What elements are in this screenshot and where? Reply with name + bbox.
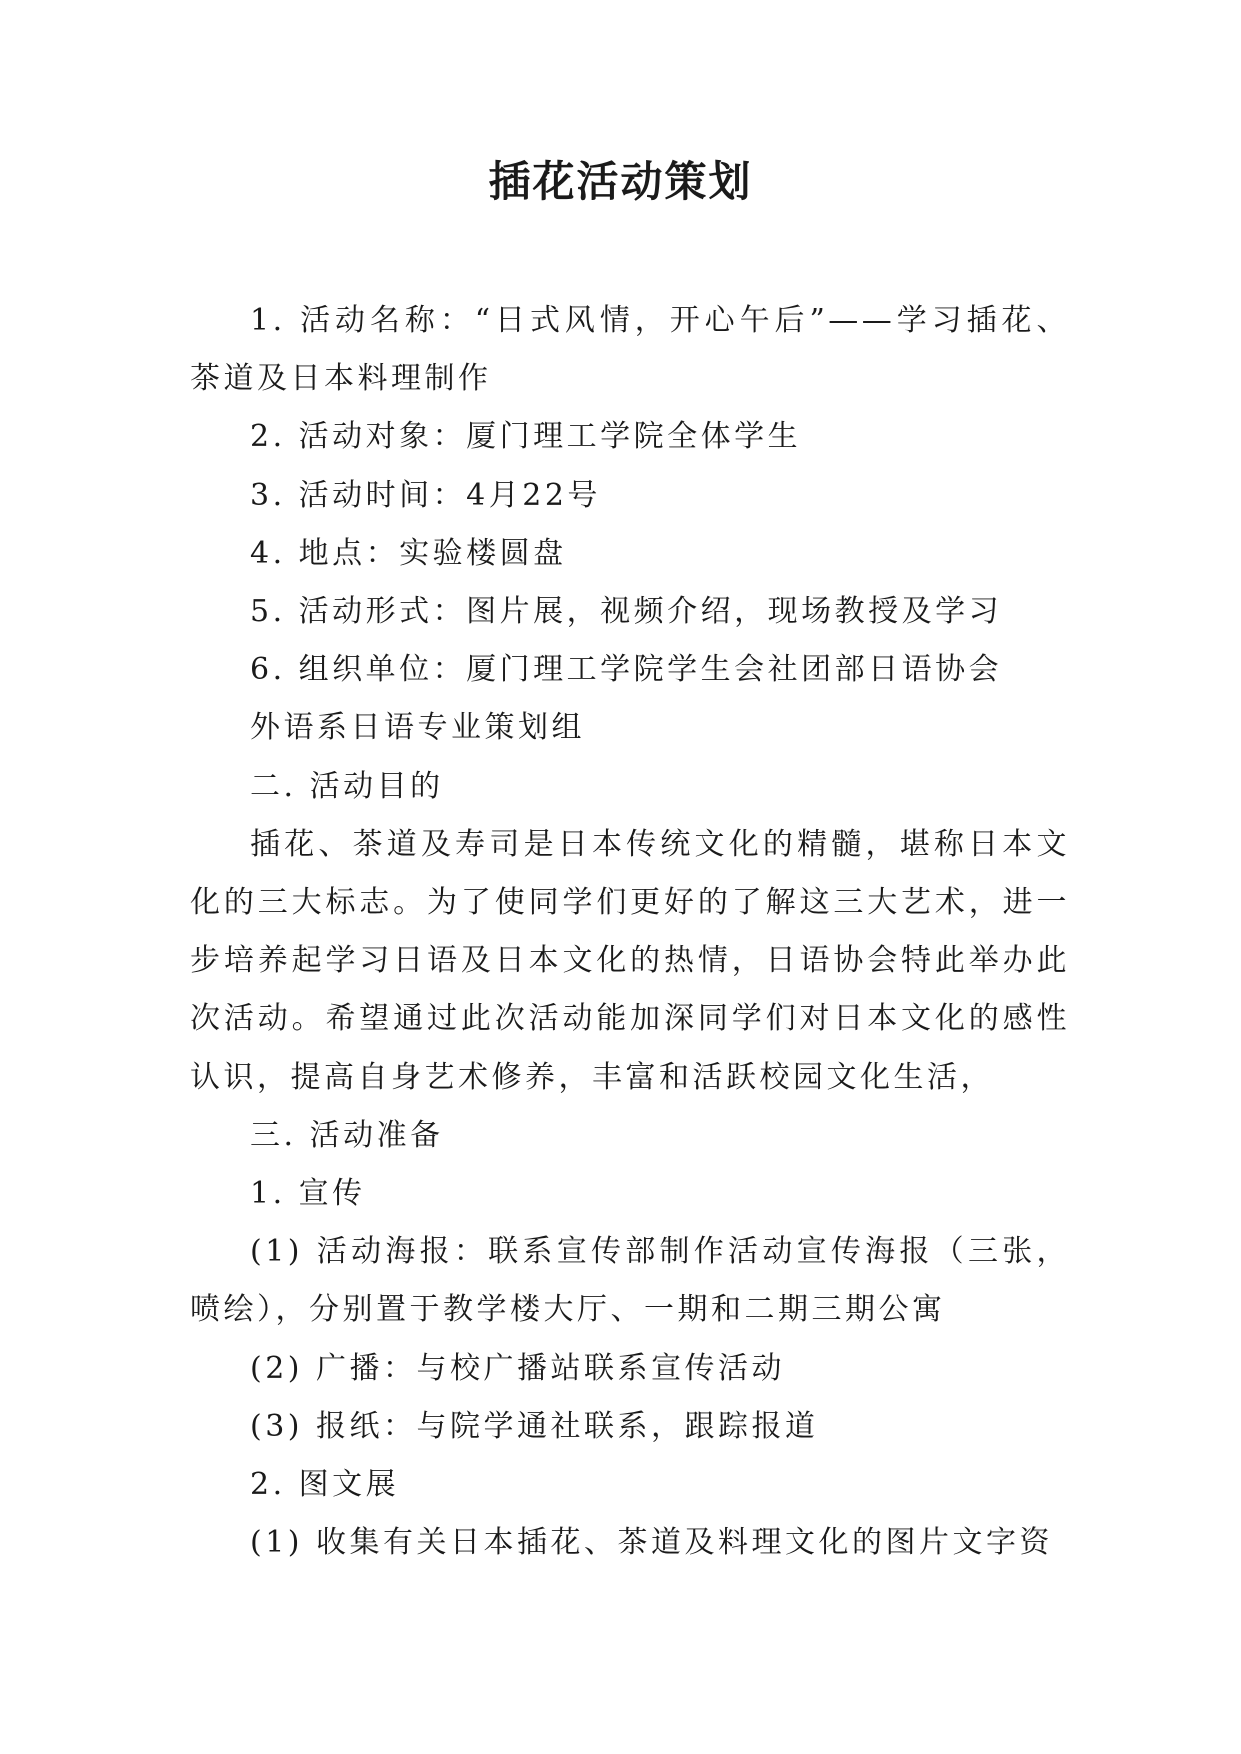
item-broadcast: (2) 广播：与校广播站联系宣传活动 <box>250 1350 786 1386</box>
heading-activity-preparation: 三. 活动准备 <box>250 1117 444 1153</box>
paragraph-activity-name: 1. 活动名称：“日式风情，开心午后”——学习插花、茶道及日本料理制作 <box>190 303 1070 397</box>
subheading-exhibition: 2. 图文展 <box>250 1467 400 1503</box>
paragraph-organizer: 6. 组织单位：厦门理工学院学生会社团部日语协会 <box>250 652 1003 688</box>
item-poster: (1) 活动海报：联系宣传部制作活动宣传海报（三张，喷绘），分别置于教学楼大厅、一期和二期三期公寓 <box>190 1234 1070 1328</box>
heading-activity-purpose: 二. 活动目的 <box>250 768 444 804</box>
document-body <box>190 292 1070 1572</box>
paragraph-organizer-cont: 外语系日语专业策划组 <box>250 710 585 746</box>
paragraph-location: 4. 地点：实验楼圆盘 <box>250 535 567 571</box>
paragraph-purpose-body: 插花、茶道及寿司是日本传统文化的精髓，堪称日本文化的三大标志。为了使同学们更好的了解这三大艺术，进一步培养起学习日语及日本文化的热情，日语协会特此举办此次活动。希望通过此次活动能加深同学们对日本文化的感性认识，提高自身艺术修养，丰富和活跃校园文化生活， <box>190 826 1070 1095</box>
subheading-publicity: 1. 宣传 <box>250 1176 366 1212</box>
item-collect-materials: (1) 收集有关日本插花、茶道及料理文化的图片文字资 <box>250 1525 1054 1561</box>
paragraph-activity-format: 5. 活动形式：图片展，视频介绍，现场教授及学习 <box>250 594 1003 630</box>
paragraph-activity-time: 3. 活动时间：4月22号 <box>250 477 601 513</box>
document-title: 插花活动策划 <box>488 157 753 206</box>
paragraph-activity-target: 2. 活动对象：厦门理工学院全体学生 <box>250 419 802 455</box>
item-newspaper: (3) 报纸：与院学通社联系，跟踪报道 <box>250 1408 819 1444</box>
